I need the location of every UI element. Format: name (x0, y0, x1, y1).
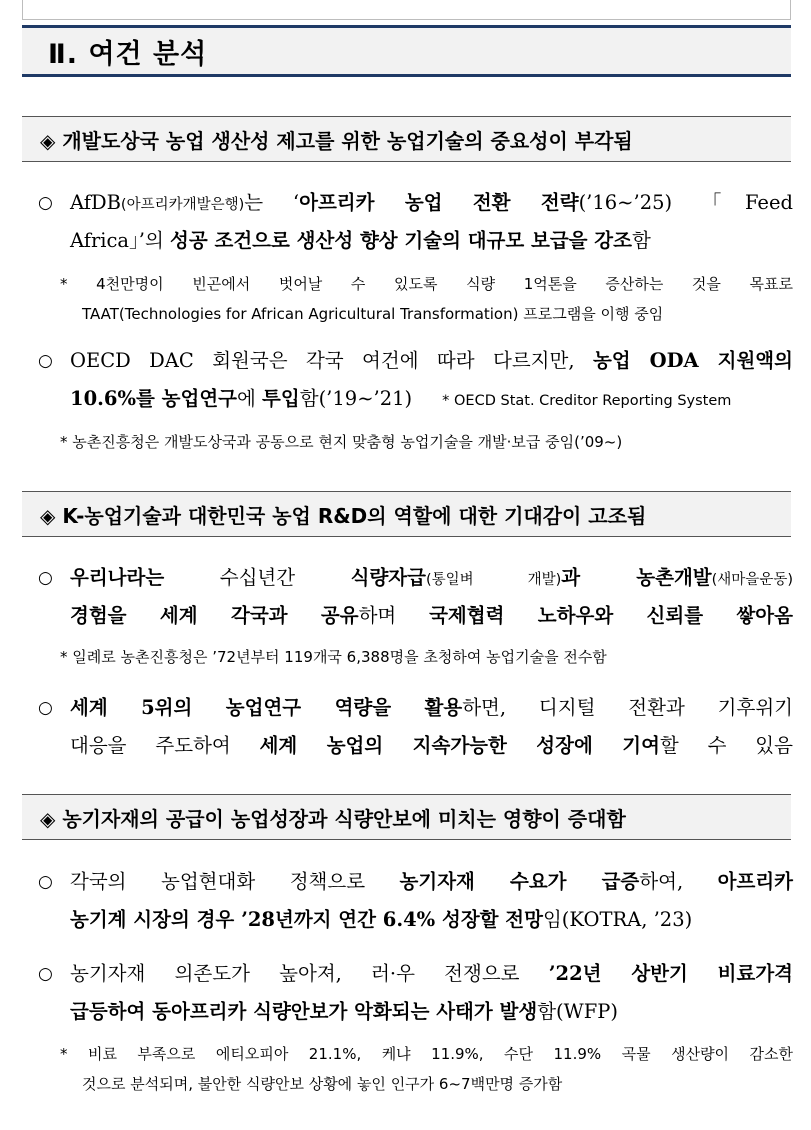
section-header (22, 491, 791, 537)
item-line: OECD DAC 회원국은 각국 여건에 따라 다르지만, 농업 ODA 지원액의 (70, 349, 793, 372)
item-line: 세계 5위의 농업연구 역량을 활용하면, 디지털 전환과 기후위기 (70, 696, 793, 719)
circle-bullet-icon: ○ (38, 351, 53, 371)
page-top-frame (22, 0, 791, 20)
item-line: 경험을 세계 각국과 공유하며 국제협력 노하우와 신뢰를 쌓아옴 (70, 604, 793, 627)
section-title: ◈ 개발도상국 농업 생산성 제고를 위한 농업기술의 중요성이 부각됨 (40, 128, 633, 153)
circle-bullet-icon: ○ (38, 964, 53, 984)
section-title: ◈ K-농업기술과 대한민국 농업 R&D의 역할에 대한 기대감이 고조됨 (40, 503, 647, 528)
item-line: 급등하여 동아프리카 식량안보가 악화되는 사태가 발생함(WFP) (70, 1000, 618, 1023)
circle-bullet-icon: ○ (38, 568, 53, 588)
item-line: 농기자재 의존도가 높아져, 러·우 전쟁으로 ’22년 상반기 비료가격 (70, 962, 793, 985)
item-line: 대응을 주도하여 세계 농업의 지속가능한 성장에 기여할 수 있음 (70, 734, 793, 757)
item-line: Africa」’의 성공 조건으로 생산성 향상 기술의 대규모 보급을 강조함 (70, 229, 651, 252)
item-line: 우리나라는 수십년간 식량자급(통일벼 개발)과 농촌개발(새마을운동) (70, 566, 793, 589)
section-title: ◈ 농기자재의 공급이 농업성장과 식량안보에 미치는 영향이 증대함 (40, 806, 626, 831)
item-line: 10.6%를 농업연구에 투입함(’19∼’21) * OECD Stat. Creditor Reporting System (70, 387, 732, 410)
item-line: 각국의 농업현대화 정책으로 농기자재 수요가 급증하여, 아프리카 (70, 870, 793, 893)
section-header (22, 794, 791, 840)
circle-bullet-icon: ○ (38, 193, 53, 213)
section-header (22, 116, 791, 162)
circle-bullet-icon: ○ (38, 872, 53, 892)
chapter-header (22, 25, 791, 77)
item-line: 농기계 시장의 경우 ’28년까지 연간 6.4% 성장할 전망임(KOTRA, ’23) (70, 908, 693, 931)
item-line: AfDB(아프리카개발은행)는 ‘아프리카 농업 전환 전략(’16∼’25) 「Feed (70, 191, 793, 214)
circle-bullet-icon: ○ (38, 698, 53, 718)
chapter-title: Ⅱ. 여건 분석 (48, 38, 208, 70)
